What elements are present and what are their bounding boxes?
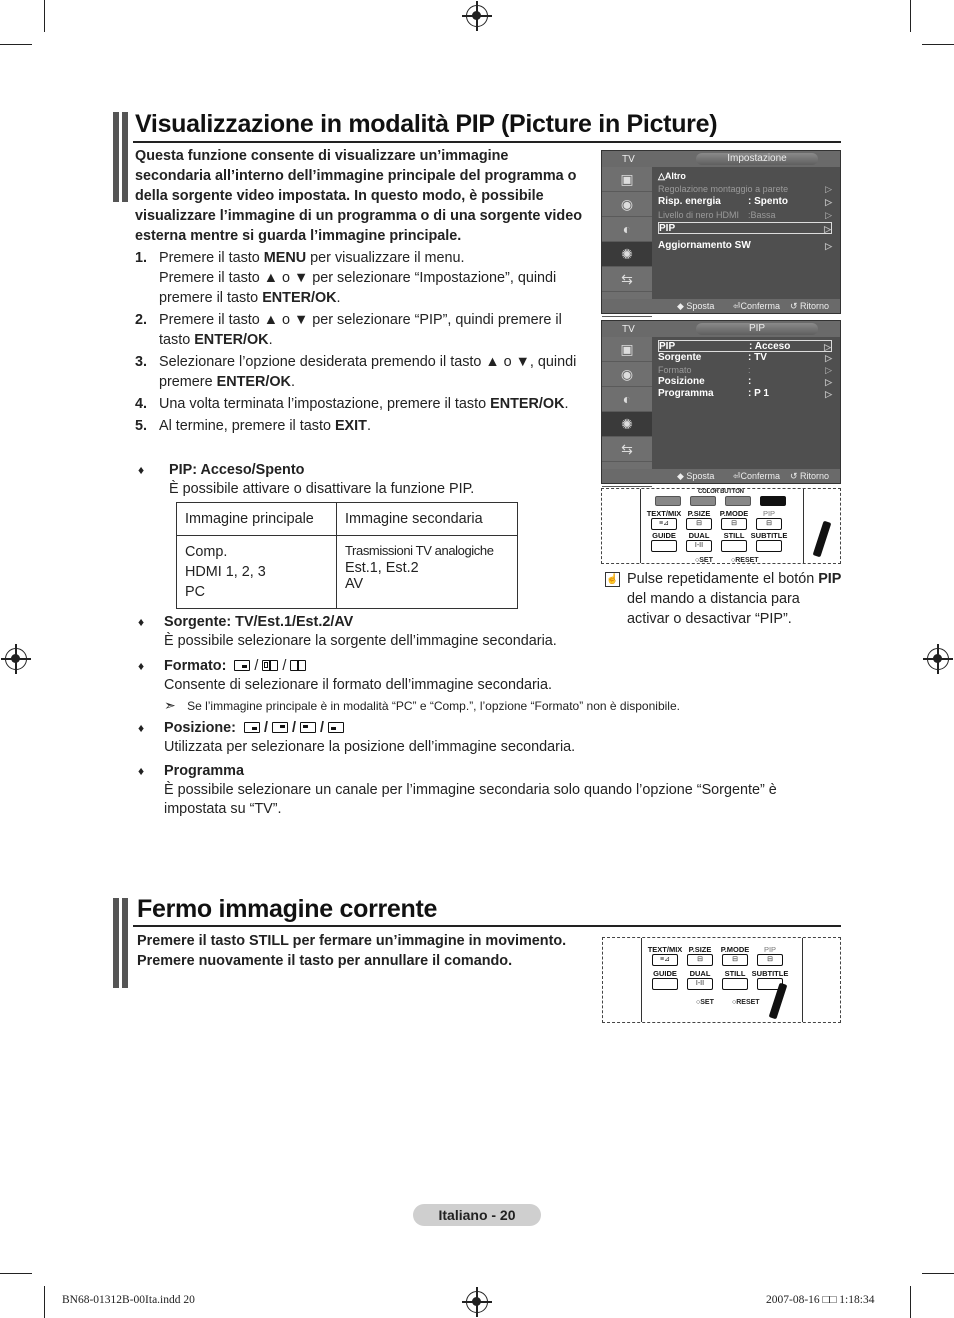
table-cell-line: AV	[345, 576, 364, 592]
remote-label: P.SIZE	[688, 945, 712, 954]
step-item	[135, 310, 595, 350]
section-rule	[133, 925, 841, 927]
format-double-icon	[290, 660, 306, 671]
remote-label: PIP	[763, 945, 777, 954]
osd-sidebar	[602, 337, 652, 471]
section-title: Fermo immagine corrente	[137, 895, 438, 923]
osd-source-label: TV	[622, 324, 635, 335]
note-text: Se l’immagine principale è in modalità “PC” e “Comp.”, l’opzione “Formato” non è disponibile.	[187, 699, 680, 713]
osd-footer-return: ↺ Ritorno	[790, 471, 830, 481]
note-text: Pulse repetidamente el botón	[627, 571, 819, 587]
bullet-heading: Formato:	[164, 658, 227, 674]
table-cell-main	[177, 536, 337, 609]
osd-item-value: :Bassa	[748, 210, 776, 220]
remote-label: STILL	[723, 531, 745, 540]
red-button[interactable]	[655, 496, 681, 506]
channel-icon: ◐	[602, 217, 652, 242]
remote-label: DUAL	[688, 531, 710, 540]
crop-mark	[910, 1286, 911, 1318]
pip-button[interactable]: ⊟	[757, 954, 783, 966]
remote-label: P.SIZE	[687, 509, 711, 518]
position-top-right-icon	[272, 722, 288, 733]
step-number: 2.	[135, 312, 148, 328]
osd-item-label: Regolazione montaggio a parete	[658, 184, 789, 194]
setup-gear-icon: ✺	[602, 242, 652, 267]
note-key: PIP	[818, 571, 842, 587]
hand-note-icon: ☝	[606, 574, 619, 585]
bullet-programma	[138, 762, 838, 822]
osd-item-value: : P 1	[748, 388, 769, 399]
registration-mark-icon	[927, 648, 949, 670]
table-cell-line: HDMI 1, 2, 3	[185, 564, 266, 580]
section-rule	[133, 141, 841, 143]
step-number: 5.	[135, 418, 148, 434]
right-arrow-icon: ▷	[825, 365, 832, 375]
osd-item-label: Formato	[658, 365, 692, 375]
page-number: Italiano - 20	[413, 1204, 541, 1226]
right-arrow-icon: ▷	[825, 241, 832, 251]
dual-button[interactable]: I-II	[686, 540, 712, 552]
step-text: Selezionare l’opzione desiderata premendo il tasto ▲ o ▼, quindi premere ENTER/OK.	[159, 354, 577, 390]
diamond-bullet-icon: ♦	[138, 721, 145, 735]
picture-icon: ▣	[602, 337, 652, 362]
crop-mark	[922, 44, 954, 45]
remote-pip-illustration	[601, 488, 841, 564]
print-slug-right: 2007-08-16 □□ 1:18:34	[766, 1294, 875, 1306]
right-arrow-icon: ▷	[825, 197, 832, 207]
osd-footer-return: ↺ Ritorno	[790, 301, 830, 311]
guide-button[interactable]	[652, 978, 678, 990]
osd-item-label: Livello di nero HDMI	[658, 210, 740, 220]
step-item	[135, 352, 595, 392]
bullet-posizione: ♦ Posizione: / / / Utilizzata per selezionare la posizione dell’immagine secondaria.	[138, 720, 576, 755]
osd-menu-item[interactable]	[658, 170, 832, 182]
bullet-description: Utilizzata per selezionare la posizione dell’immagine secondaria.	[164, 739, 576, 755]
osd-menu-title: PIP	[696, 323, 818, 335]
osd-menu-item[interactable]	[658, 364, 832, 376]
table-cell-line: Trasmissioni TV analogiche	[345, 543, 494, 558]
step-item	[135, 394, 595, 414]
channel-icon: ◐	[602, 387, 652, 412]
dual-button[interactable]: I-II	[687, 978, 713, 990]
osd-item-label: Sorgente	[658, 352, 702, 363]
bullet-description: È possibile attivare o disattivare la funzione PIP.	[169, 481, 475, 497]
diamond-bullet-icon: ♦	[138, 764, 145, 778]
bullet-heading: Sorgente: TV/Est.1/Est.2/AV	[164, 614, 354, 630]
step-text: Una volta terminata l’impostazione, premere il tasto ENTER/OK.	[159, 396, 569, 412]
remote-label: PIP	[762, 509, 776, 518]
p-size-button[interactable]: ⊟	[687, 954, 713, 966]
sound-icon: ◉	[602, 362, 652, 387]
position-bottom-left-icon	[328, 722, 344, 733]
osd-menu-item[interactable]	[658, 196, 832, 208]
step-number: 3.	[135, 354, 148, 370]
table-cell-line: PC	[185, 584, 205, 600]
steps-list	[135, 248, 595, 438]
remote-still-illustration	[602, 937, 841, 1023]
picture-icon: ▣	[602, 167, 652, 192]
bullet-heading: PIP: Acceso/Spento	[169, 462, 305, 478]
input-icon: ⇆	[602, 267, 652, 292]
remote-label: GUIDE	[652, 531, 676, 540]
table-cell-sub	[337, 536, 518, 609]
color-button-label: COLOR BUTTON	[698, 489, 744, 495]
diamond-bullet-icon: ♦	[138, 463, 145, 477]
registration-mark-icon	[466, 5, 488, 27]
crop-mark	[0, 1273, 32, 1274]
registration-mark-icon	[466, 1291, 488, 1313]
bullet-description: È possibile selezionare la sorgente dell’immagine secondaria.	[164, 633, 557, 649]
diamond-bullet-icon: ♦	[138, 659, 145, 673]
osd-menu-item[interactable]	[658, 388, 832, 400]
guide-button[interactable]	[651, 540, 677, 552]
set-button[interactable]: ○SET	[696, 999, 714, 1006]
remote-label: TEXT/MIX	[647, 945, 683, 954]
osd-footer	[602, 469, 840, 483]
osd-item-label: △Altro	[658, 171, 686, 181]
step-item	[135, 248, 595, 308]
remote-label: P.MODE	[720, 945, 750, 954]
osd-item-label: Posizione	[658, 376, 705, 387]
right-arrow-icon: ▷	[825, 353, 832, 363]
p-mode-button[interactable]: ⊟	[721, 518, 747, 530]
step-text: Premere il tasto ▲ o ▼ per selezionare “PIP”, quindi premere il tasto ENTER/OK.	[159, 312, 562, 348]
osd-item-label: Programma	[658, 388, 714, 399]
osd-item-label: PIP	[659, 223, 676, 234]
format-split-icon	[262, 660, 278, 671]
remote-note	[627, 569, 842, 629]
osd-item-value: : Spento	[748, 196, 788, 207]
crop-mark	[44, 0, 45, 32]
crop-mark	[910, 0, 911, 32]
reset-button[interactable]: ○RESET	[732, 999, 760, 1006]
crop-mark	[0, 44, 32, 45]
osd-panel	[652, 167, 840, 301]
p-mode-button[interactable]: ⊟	[722, 954, 748, 966]
osd-menu-item[interactable]	[658, 183, 832, 195]
table-cell-line: Est.1, Est.2	[345, 560, 419, 576]
table-cell-line: Comp.	[185, 544, 228, 560]
remote-label: SUBTITLE	[750, 531, 788, 540]
remote-label: SUBTITLE	[751, 969, 789, 978]
osd-item-value: :	[748, 365, 751, 375]
diamond-bullet-icon: ♦	[138, 615, 145, 629]
bullet-description: Consente di selezionare il formato dell’immagine secondaria.	[164, 677, 552, 693]
osd-footer-confirm: ⏎Conferma	[733, 471, 781, 481]
right-arrow-icon: ▷	[825, 210, 832, 220]
green-button[interactable]	[690, 496, 716, 506]
remote-label: GUIDE	[653, 969, 677, 978]
blue-button[interactable]	[760, 496, 786, 506]
osd-panel	[652, 337, 840, 471]
osd-menu-item[interactable]	[658, 240, 832, 252]
osd-menu-item[interactable]	[658, 340, 832, 352]
text-mix-button[interactable]: ≡⊿	[652, 954, 678, 966]
print-slug-left: BN68-01312B-00Ita.indd 20	[62, 1294, 195, 1306]
intro-text: Premere il tasto STILL per fermare un’immagine in movimento. Premere nuovamente il tasto per annullare il comando.	[137, 933, 567, 969]
intro-text: Questa funzione consente di visualizzare un’immagine secondaria all’interno dell’immagine principale del programma o della sorgente video impostata. In questo modo, è possibile visualizzare l’immagine di un programma o di una sorgente video esterna mentre si guarda l’immagine principale.	[135, 148, 583, 244]
input-icon: ⇆	[602, 437, 652, 462]
right-arrow-icon: ▷	[824, 342, 831, 352]
bullet-description: È possibile selezionare un canale per l’immagine secondaria solo quando l’opzione “Sorgente” è impostata su “TV”.	[164, 782, 777, 817]
position-bottom-right-icon	[244, 722, 260, 733]
bullet-heading: Posizione:	[164, 720, 236, 736]
osd-settings-menu	[601, 150, 841, 314]
remote-label: STILL	[724, 969, 746, 978]
bullet-formato: ♦ Formato: / / Consente di selezionare il formato dell’immagine secondaria. ➣ Se l’immagine principale è in modalità “PC” e “Comp.”, l’opzione “Formato” non è disponibile.	[138, 658, 680, 713]
step-item	[135, 416, 595, 436]
osd-menu-item[interactable]	[658, 352, 832, 364]
table-header: Immagine principale	[177, 503, 337, 536]
subtitle-button[interactable]	[756, 540, 782, 552]
text-mix-button[interactable]: ≡⊿	[651, 518, 677, 530]
step-number: 1.	[135, 250, 148, 266]
pip-button[interactable]: ⊟	[756, 518, 782, 530]
yellow-button[interactable]	[725, 496, 751, 506]
step-text: Al termine, premere il tasto EXIT.	[159, 418, 371, 434]
osd-item-value: : Acceso	[749, 341, 791, 352]
pip-source-table	[176, 502, 518, 609]
registration-mark-icon	[5, 648, 27, 670]
still-button[interactable]	[721, 540, 747, 552]
section-marker	[113, 898, 128, 988]
osd-item-label: Aggiornamento SW	[658, 240, 751, 251]
osd-footer-move: ◆ Sposta	[677, 471, 715, 481]
right-arrow-icon: ▷	[825, 389, 832, 399]
osd-source-label: TV	[622, 154, 635, 165]
step-number: 4.	[135, 396, 148, 412]
right-arrow-icon: ▷	[825, 184, 832, 194]
osd-menu-item[interactable]	[658, 222, 832, 234]
osd-menu-item[interactable]	[658, 376, 832, 388]
setup-gear-icon: ✺	[602, 412, 652, 437]
osd-item-value: :	[748, 376, 752, 387]
osd-sidebar	[602, 167, 652, 301]
set-button[interactable]: ○SET	[695, 557, 713, 564]
osd-item-label: PIP	[659, 341, 676, 352]
step-text: Premere il tasto MENU per visualizzare il menu. Premere il tasto ▲ o ▼ per selezionare “Impostazione”, quindi premere il tasto ENTER/OK.	[159, 250, 557, 306]
position-top-left-icon	[300, 722, 316, 733]
bullet-pip	[138, 461, 598, 501]
right-arrow-icon: ▷	[824, 224, 831, 234]
still-button[interactable]	[722, 978, 748, 990]
format-small-icon	[234, 660, 250, 671]
section-title: Visualizzazione in modalità PIP (Picture in Picture)	[135, 110, 718, 138]
remote-label: TEXT/MIX	[646, 509, 682, 518]
osd-pip-menu	[601, 320, 841, 484]
sound-icon: ◉	[602, 192, 652, 217]
bullet-heading: Programma	[164, 763, 244, 779]
p-size-button[interactable]: ⊟	[686, 518, 712, 530]
table-header: Immagine secondaria	[337, 503, 518, 536]
osd-footer-move: ◆ Sposta	[677, 301, 715, 311]
remote-label: P.MODE	[719, 509, 749, 518]
section-marker	[113, 112, 128, 202]
osd-footer-confirm: ⏎Conferma	[733, 301, 781, 311]
right-arrow-icon: ▷	[825, 377, 832, 387]
osd-menu-item[interactable]	[658, 209, 832, 221]
note-arrow-icon: ➣	[164, 697, 176, 713]
remote-label: DUAL	[689, 969, 711, 978]
osd-item-label: Risp. energia	[658, 196, 721, 207]
osd-item-value: : TV	[748, 352, 767, 363]
crop-mark	[922, 1273, 954, 1274]
reset-button[interactable]: ○RESET	[731, 557, 759, 564]
osd-footer	[602, 299, 840, 313]
crop-mark	[44, 1286, 45, 1318]
osd-menu-title: Impostazione	[696, 153, 818, 165]
note-text: del mando a distancia para activar o desactivar “PIP”.	[627, 591, 800, 627]
